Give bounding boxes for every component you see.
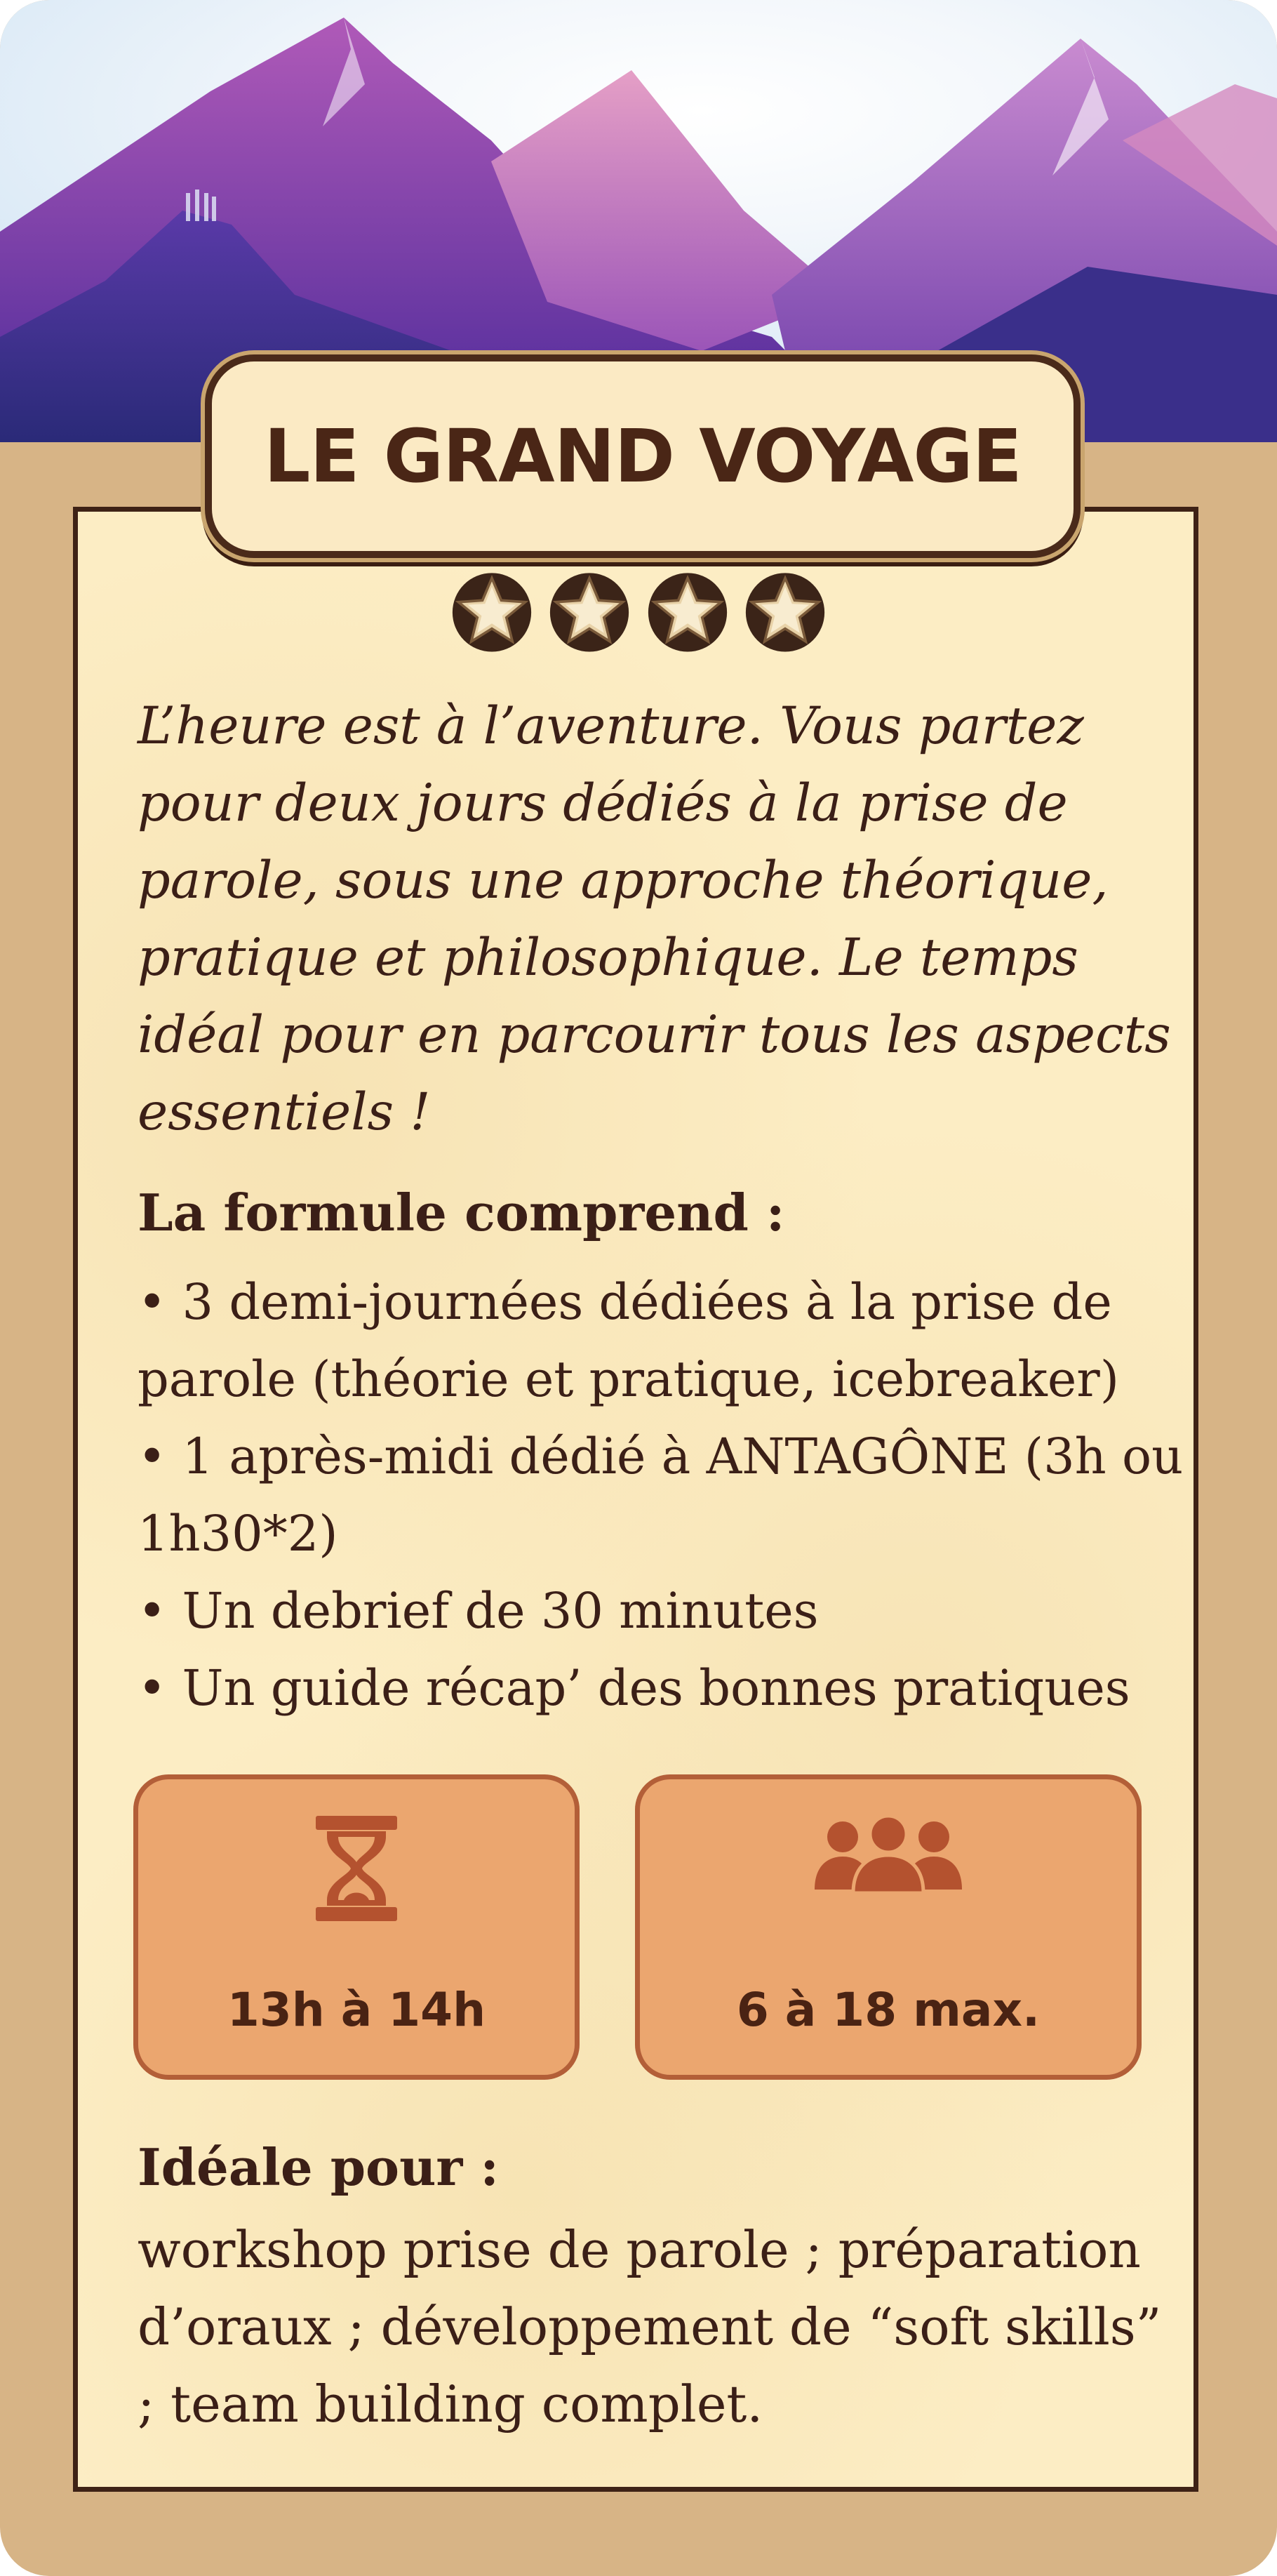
list-item: • Un guide récap’ des bonnes pratiques: [138, 1649, 1190, 1727]
group-people-icon: [815, 1816, 962, 1893]
formula-heading: La formule comprend :: [138, 1183, 785, 1242]
star-icon: [645, 568, 730, 653]
duration-value: 13h à 14h: [227, 1983, 486, 2037]
duration-box: [133, 1774, 580, 2080]
formula-list: [138, 1263, 1190, 1727]
hourglass-icon: [314, 1816, 399, 1921]
description: L’heure est à l’aventure. Vous partez pour deux jours dédiés à la prise de parole, sous une approche théorique, pratique et philosophique. Le temps idéal pour en parcourir tous les aspects essentiels !: [138, 696, 1171, 1142]
star-icon: [742, 568, 828, 653]
title-plate: [205, 354, 1081, 558]
participants-box: [635, 1774, 1142, 2080]
participants-value: 6 à 18 max.: [736, 1983, 1041, 2037]
list-item: • 1 après-midi dédié à ANTAGÔNE (3h ou 1h30*2): [138, 1418, 1190, 1572]
star-icon: [449, 568, 535, 653]
star-icon: [547, 568, 632, 653]
card-title: LE GRAND VOYAGE: [264, 413, 1022, 499]
star-rating: [449, 562, 828, 660]
ideal-text: workshop prise de parole ; préparation d’oraux ; développement de “soft skills” ; team building complet.: [138, 2220, 1162, 2434]
list-item: • Un debrief de 30 minutes: [138, 1572, 1190, 1649]
ideal-heading: Idéale pour :: [138, 2137, 500, 2197]
list-item: • 3 demi-journées dédiées à la prise de parole (théorie et pratique, icebreaker): [138, 1263, 1190, 1418]
